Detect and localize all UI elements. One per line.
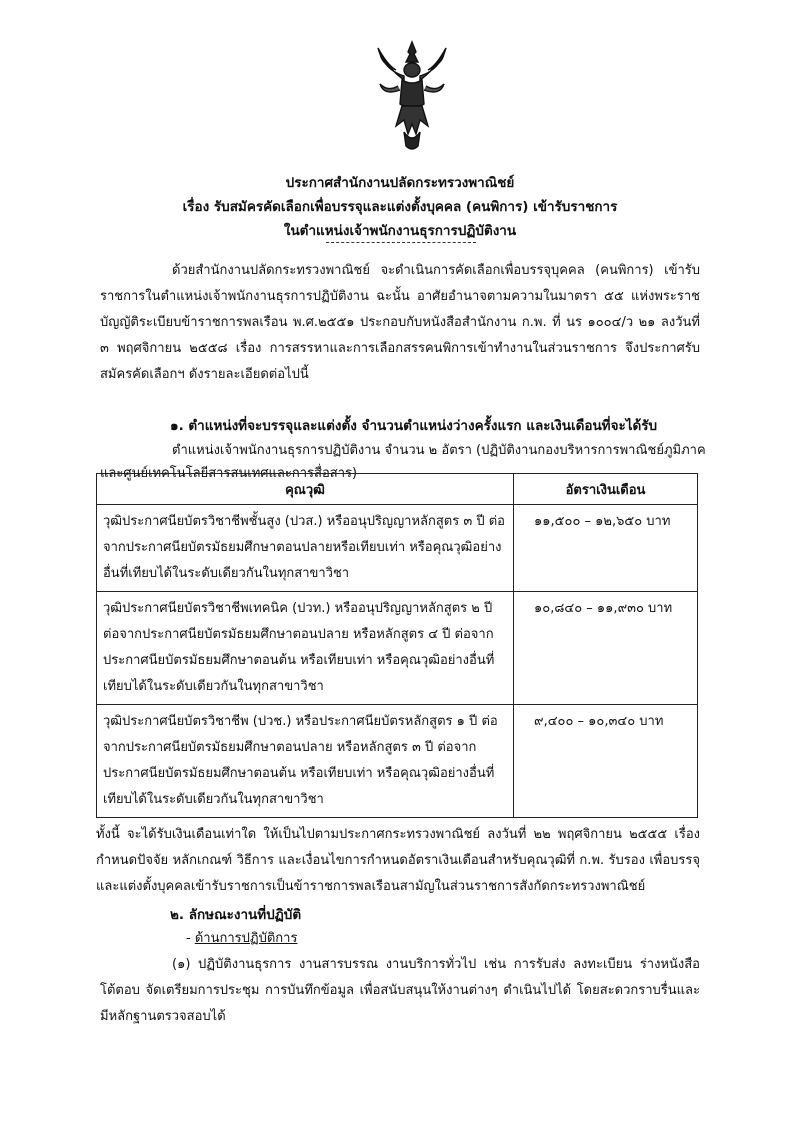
subsection-heading bbox=[186, 927, 297, 948]
garuda-emblem-icon bbox=[374, 40, 450, 154]
announcement-title: ประกาศสำนักงานปลัดกระทรวงพาณิชย์ bbox=[285, 175, 515, 191]
announcement-position: ในตำแหน่งเจ้าพนักงานธุรการปฏิบัติงาน bbox=[283, 223, 517, 239]
table-row bbox=[97, 705, 698, 818]
table-row bbox=[97, 505, 698, 592]
section-1-heading: ๑. ตำแหน่งที่จะบรรจุและแต่งตั้ง จำนวนตำแหน่งว่างครั้งแรก และเงินเดือนที่จะได้รับ bbox=[170, 418, 658, 434]
qualification-cell: วุฒิประกาศนียบัตรวิชาชีพชั้นสูง (ปวส.) หรืออนุปริญญาหลักสูตร ๓ ปี ต่อจากประกาศนียบัตรมัธยมศึกษาตอนปลายหรือเทียบเท่า หรือคุณวุฒิอย่างอื่นที่เทียบได้ในระดับเดียวกันในทุกสาขาวิชา bbox=[97, 505, 514, 592]
qualification-salary-table bbox=[96, 473, 698, 818]
header-separator bbox=[326, 242, 476, 243]
position-text-line-2: และศูนย์เทคโนโลยีสารสนเทศและการสื่อสาร) bbox=[100, 466, 358, 481]
salary-note-paragraph: ทั้งนี้ จะได้รับเงินเดือนเท่าใด ให้เป็นไปตามประกาศกระทรวงพาณิชย์ ลงวันที่ ๒๒ พฤศจิกายน ๒๕๕๕ เรื่อง กำหนดปัจจัย หลักเกณฑ์ วิธีการ และเงื่อนไขการกำหนดอัตราเงินเดือนสำหรับคุณวุฒิที่ ก.พ. รับรอง เพื่อบรรจุและแต่งตั้งบุคคลเข้ารับราชการเป็นข้าราชการพลเรือนสามัญในส่วนราชการสังกัดกระทรวงพาณิชย์ bbox=[96, 827, 700, 894]
table-header-row bbox=[97, 474, 698, 505]
column-header-qualification: คุณวุฒิ bbox=[97, 474, 514, 505]
salary-cell: ๑๐,๘๔๐ – ๑๑,๙๓๐ บาท bbox=[514, 592, 698, 705]
column-header-salary: อัตราเงินเดือน bbox=[514, 474, 698, 505]
salary-cell: ๑๑,๕๐๐ – ๑๒,๖๕๐ บาท bbox=[514, 505, 698, 592]
salary-cell: ๙,๔๐๐ – ๑๐,๓๔๐ บาท bbox=[514, 705, 698, 818]
announcement-subject: เรื่อง รับสมัครคัดเลือกเพื่อบรรจุและแต่งตั้งบุคคล (คนพิการ) เข้ารับราชการ bbox=[182, 199, 618, 215]
subsection-label: ด้านการปฏิบัติการ bbox=[194, 931, 298, 946]
duty-item-1: (๑) ปฏิบัติงานธุรการ งานสารบรรณ งานบริการทั่วไป เช่น การรับส่ง ลงทะเบียน ร่างหนังสือโต้ตอบ จัดเตรียมการประชุม การบันทึกข้อมูล เพื่อสนับสนุนให้งานต่างๆ ดำเนินไปได้ โดยสะดวกราบรื่นและมีหลักฐานตรวจสอบได้ bbox=[100, 957, 700, 1024]
position-text-line-1: ตำแหน่งเจ้าพนักงานธุรการปฏิบัติงาน จำนวน ๒ อัตรา (ปฏิบัติงานกองบริหารการพาณิชย์ภูมิภาค bbox=[172, 443, 706, 458]
intro-paragraph: ด้วยสำนักงานปลัดกระทรวงพาณิชย์ จะดำเนินการคัดเลือกเพื่อบรรจุบุคคล (คนพิการ) เข้ารับราชการในตำแหน่งเจ้าพนักงานธุรการปฏิบัติงาน ฉะนั้น อาศัยอำนาจตามความในมาตรา ๕๕ แห่งพระราชบัญญัติระเบียบข้าราชการพลเรือน พ.ศ.๒๕๕๑ ประกอบกับหนังสือสำนักงาน ก.พ. ที่ นร ๑๐๐๔/ว ๒๑ ลงวันที่ ๓ พฤศจิกายน ๒๕๕๘ เรื่อง การสรรหาและการเลือกสรรคนพิการเข้าทำงานในส่วนราชการ จึงประกาศรับสมัครคัดเลือกฯ ดังรายละเอียดต่อไปนี้ bbox=[100, 263, 700, 382]
qualification-cell: วุฒิประกาศนียบัตรวิชาชีพ (ปวช.) หรือประกาศนียบัตรหลักสูตร ๑ ปี ต่อจากประกาศนียบัตรมัธยมศึกษาตอนปลาย หรือหลักสูตร ๓ ปี ต่อจากประกาศนียบัตรมัธยมศึกษาตอนต้น หรือเทียบเท่า หรือคุณวุฒิอย่างอื่นที่เทียบได้ในระดับเดียวกันในทุกสาขาวิชา bbox=[97, 705, 514, 818]
subsection-dash: - bbox=[186, 931, 195, 946]
table-row bbox=[97, 592, 698, 705]
qualification-cell: วุฒิประกาศนียบัตรวิชาชีพเทคนิค (ปวท.) หรืออนุปริญญาหลักสูตร ๒ ปี ต่อจากประกาศนียบัตรมัธยมศึกษาตอนปลาย หรือหลักสูตร ๔ ปี ต่อจากประกาศนียบัตรมัธยมศึกษาตอนต้น หรือเทียบเท่า หรือคุณวุฒิอย่างอื่นที่เทียบได้ในระดับเดียวกันในทุกสาขาวิชา bbox=[97, 592, 514, 705]
section-2-heading: ๒. ลักษณะงานที่ปฏิบัติ bbox=[170, 907, 302, 923]
